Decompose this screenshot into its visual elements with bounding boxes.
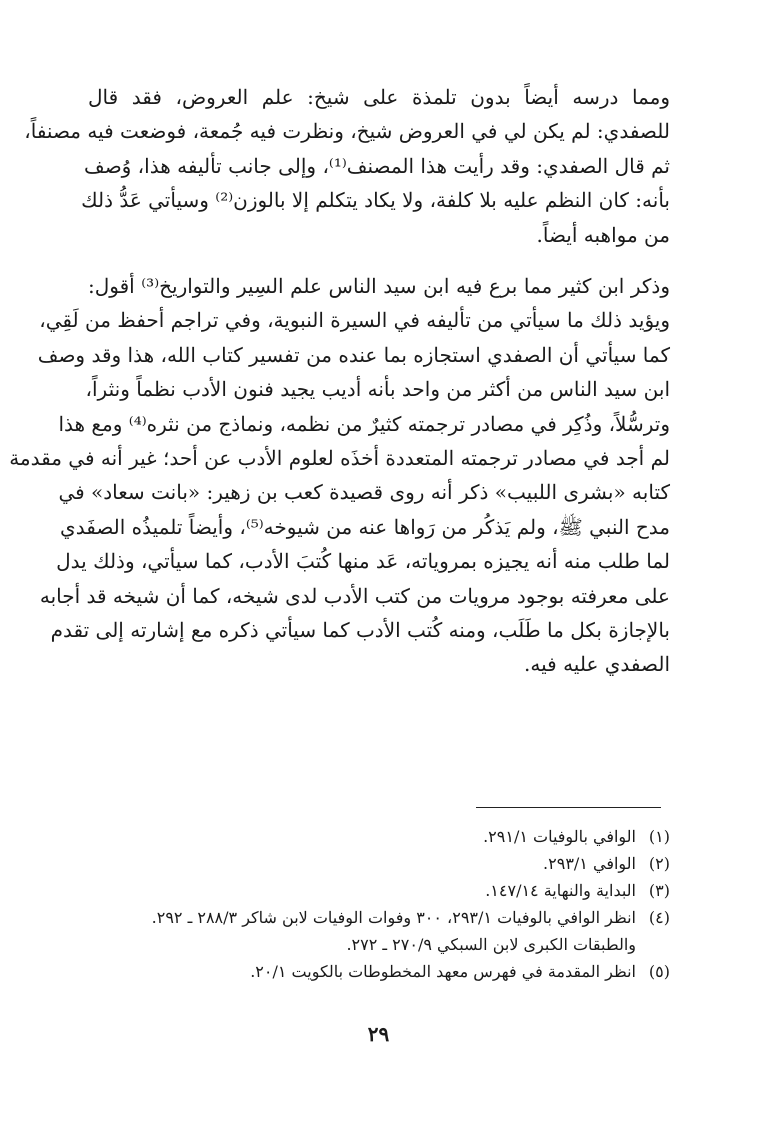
text-line: ابن سيد الناس من أكثر من واحد بأنه أديب يجيد فنون الأدب نظماً ونثراً، [85,377,670,402]
text-line: من مواهبه أيضاً. [536,222,670,247]
text-line: لم أجد في مصادر ترجمته المتعددة أخذَه لعلوم الأدب عن أحد؛ غير أنه في مقدمة [9,446,670,471]
text-line: كما سيأتي أن الصفدي استجازه بما عنده من تفسير كتاب الله، هذا وقد وصف [37,342,670,367]
footnote [88,850,670,877]
text-line: مدح النبي ﷺ، ولم يَذكُر من رَواها عنه من شيوخه⁽⁵⁾، وأيضاً تلميذُه الصفَدي [60,514,670,539]
text-line: للصفدي: لم يكن لي في العروض شيخ، ونظرت فيه جُمعة، فوضعت فيه مصنفاً، [24,119,670,144]
footnote-number: (٣) [648,881,670,900]
text-line: ومما درسه أيضاً بدون تلمذة على شيخ: علم العروض، فقد قال [88,85,670,109]
text-line: ويؤيد ذلك ما سيأتي من تأليفه في السيرة النبوية، وفي تراجم أحفظ من لَقِي، [39,308,670,333]
footnote-text: انظر المقدمة في فهرس معهد المخطوطات بالكويت ٢٠/١. [250,962,636,981]
text-line: بأنه: كان النظم عليه بلا كلفة، ولا يكاد يتكلم إلا بالوزن⁽²⁾ وسيأتي عَدُّ ذلك [81,188,670,213]
paragraph-1 [24,80,670,252]
footnote-text: انظر الوافي بالوفيات ٢٩٣/١، ٣٠٠ وفوات الوفيات لابن شاكر ٢٨٨/٣ ـ ٢٩٢. [151,908,636,927]
text-line: لما طلب منه أنه يجيزه بمروياته، عَد منها كُتبَ الأدب، كما سيأتي، وذلك يدل [56,549,670,574]
footnote-separator [476,807,661,808]
footnote-text: الوافي ٢٩٣/١. [543,854,636,873]
text-line: كتابه «بشرى اللبيب» ذكر أنه روى قصيدة كعب بن زهير: «بانت سعاد» في [58,480,670,505]
footnote-number: (٥) [648,962,670,981]
text-line: بالإجازة بكل ما طَلَب، ومنه كُتب الأدب كما سيأتي ذكره مع إشارته إلى تقدم [50,618,670,643]
footnote-number: (٤) [648,908,670,927]
footnote-text: الوافي بالوفيات ٢٩١/١. [483,827,636,846]
text-line: على معرفته بوجود مرويات من كتب الأدب لدى شيخه، كما أن شيخه قد أجابه [39,583,670,608]
footnote [88,877,670,904]
text-line: ثم قال الصفدي: وقد رأيت هذا المصنف⁽¹⁾، وإلى جانب تأليفه هذا، وُصف [83,153,670,178]
footnote-number: (١) [648,827,670,846]
footnote [88,904,670,931]
footnote-number: (٢) [648,854,670,873]
footnote [88,958,670,985]
footnote-text: البداية والنهاية ١٤٧/١٤. [485,881,636,900]
footnote [88,823,670,850]
text-line: وترسُّلاً، وذُكِر في مصادر ترجمته كثيرٌ من نظمه، ونماذج من نثره⁽⁴⁾ ومع هذا [58,411,670,436]
text-line: وذكر ابن كثير مما برع فيه ابن سيد الناس علم السِير والتواريخ⁽³⁾ أقول: [88,274,670,298]
page-number: ٢٩ [367,1022,390,1046]
paragraph-2 [9,269,670,682]
footnote-continuation: والطبقات الكبرى لابن السبكي ٢٧٠/٩ ـ ٢٧٢. [346,935,636,954]
text-line: الصفدي عليه فيه. [524,652,670,677]
footnotes [88,823,670,985]
